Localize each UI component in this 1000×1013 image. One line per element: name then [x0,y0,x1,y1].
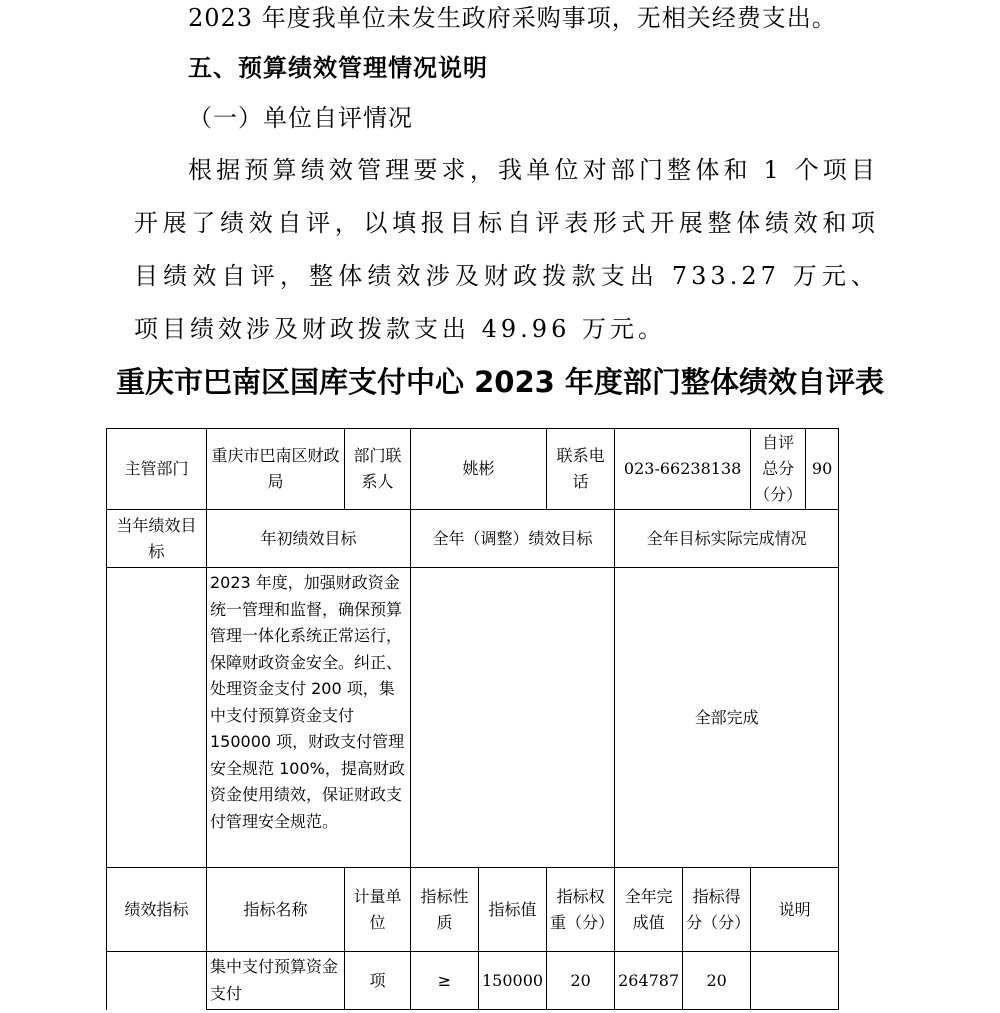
adjusted-goal-label: 全年（调整）绩效目标 [411,510,615,568]
table-row [107,568,839,868]
row-score: 20 [683,952,751,1010]
subsection-heading-5-1: （一）单位自评情况 [188,104,413,132]
contact-value: 姚彬 [411,429,547,510]
paragraph-self-evaluation: 根据预算绩效管理要求，我单位对部门整体和 1 个项目开展了绩效自评，以填报目标自评表形式开展整体绩效和项目绩效自评，整体绩效涉及财政拨款支出 733.27 万元、项目绩效涉及财政拨款支出 49.96 万元。 [134,156,879,343]
header-score: 指标得分（分） [683,868,751,952]
table-header-row [107,868,839,952]
adjusted-goal-text [411,568,615,868]
header-nature: 指标性质 [411,868,479,952]
score-value: 90 [811,459,833,478]
row-nature: ≥ [411,952,479,1010]
header-completed: 全年完成值 [615,868,683,952]
row-note [751,952,839,1010]
header-weight: 指标权重（分） [547,868,615,952]
section-heading-5: 五、预算绩效管理情况说明 [188,54,488,82]
phone-value: 023-66238138 [615,429,751,510]
header-value: 指标值 [479,868,547,952]
row-weight: 20 [547,952,615,1010]
initial-goal-label: 年初绩效目标 [207,510,411,568]
table-row [107,510,839,568]
paragraph-procurement: 2023 年度我单位未发生政府采购事项，无相关经费支出。 [188,4,837,32]
indicator-spacer [107,952,207,1010]
row-completed: 264787 [615,952,683,1010]
contact-label: 部门联系人 [345,429,411,510]
row-unit: 项 [345,952,411,1010]
row-name: 集中支付预算资金支付 [207,952,345,1010]
header-indicator: 绩效指标 [107,868,207,952]
performance-table [106,428,839,1010]
actual-completion-text: 全部完成 [615,568,839,868]
table-row [107,429,839,510]
header-name: 指标名称 [207,868,345,952]
score-label: 自评总分（分） [751,429,805,509]
dept-label: 主管部门 [107,429,207,510]
phone-label: 联系电话 [547,429,615,510]
initial-goal-text: 2023 年度，加强财政资金统一管理和监督，确保预算管理一体化系统正常运行，保障财政资金安全。纠正、处理资金支付 200 项，集中支付预算资金支付 150000 项，财政支付管理安全规范 100%，提高财政资金使用绩效，保证财政支付管理安全规范。 [207,568,411,868]
actual-completion-label: 全年目标实际完成情况 [615,510,839,568]
header-note: 说明 [751,868,839,952]
goal-spacer [107,568,207,868]
dept-value: 重庆市巴南区财政局 [207,429,345,510]
row-value: 150000 [479,952,547,1010]
header-unit: 计量单位 [345,868,411,952]
goal-label: 当年绩效目标 [107,510,207,568]
table-title: 重庆市巴南区国库支付中心 2023 年度部门整体绩效自评表 [116,365,884,399]
table-row [107,952,839,1010]
